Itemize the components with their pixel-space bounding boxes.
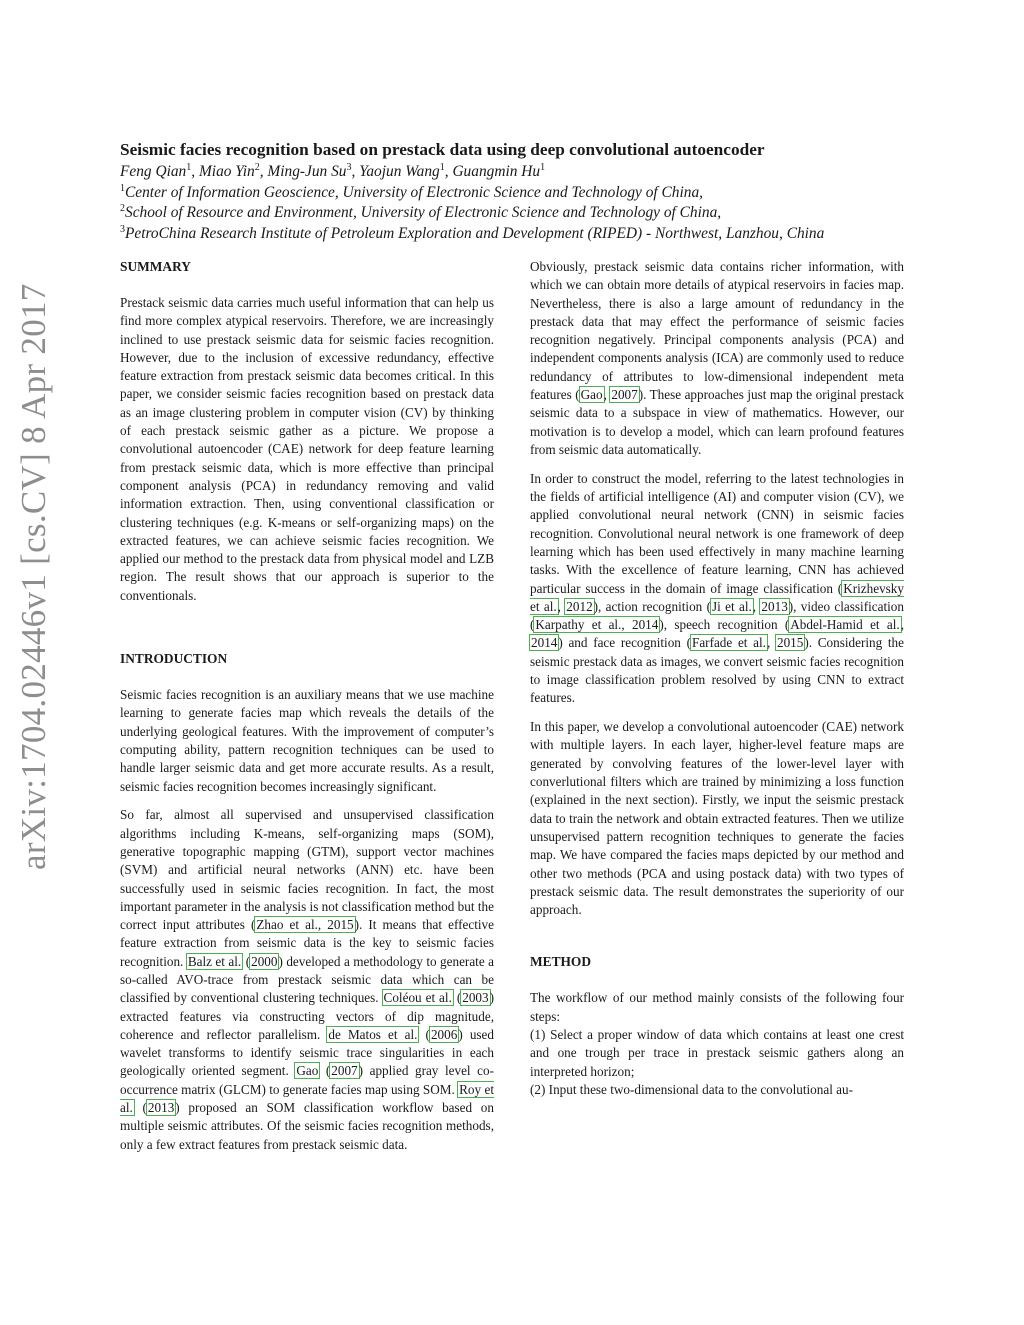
intro-paragraph-5: In this paper, we develop a convolutional autoencoder (CAE) network with multiple layers. In each layer, higher-level feature maps are generated by convolving features of the lower-level layer with converlutional filters which are trained by minimizing a loss function (explained in the next section). Firstly, we input the seismic prestack data to train the network and obtain extracted features. Then we utilize unsupervised pattern recognition techniques to generate the facies map. We have compared the facies maps depicted by our method and other two methods (PCA and using postack data) with two types of prestack seismic data. The result demonstrates the superiority of our approach. xyxy=(530,719,904,918)
citation-link[interactable]: Ji et al. xyxy=(712,598,752,614)
affiliation-1: $^1$Center of Information Geoscience, University of Electronic Science and Technology of China, xyxy=(120,182,704,201)
citation-link[interactable]: 2007 xyxy=(331,1063,358,1079)
arxiv-identifier: arXiv:1704.02446v1 [cs.CV] 8 Apr 2017 xyxy=(14,283,53,870)
author-list: Feng Qian$^1$, Miao Yin$^2$, Ming-Jun Su$^3$, Yaojun Wang$^1$, Guangmin Hu$^1$ xyxy=(120,162,546,180)
citation-link[interactable]: Krizhevsky et al. xyxy=(530,580,904,614)
right-column xyxy=(530,258,904,1099)
introduction-heading: INTRODUCTION xyxy=(120,651,228,667)
affiliation-3: $^3$PetroChina Research Institute of Petroleum Exploration and Development (RIPED) - Northwest, Lanzhou, China xyxy=(120,223,825,242)
citation-link[interactable]: Gao xyxy=(296,1063,319,1079)
author: Miao Yin xyxy=(198,163,255,180)
citation-link[interactable]: 2015 xyxy=(776,635,804,651)
intro-paragraph-4: In order to construct the model, referring to the latest technologies in the fields of artificial intelligence (AI) and computer vision (CV), we applied convolutional neural network (CNN) in seismic facies recognition. Convolutional neural network is one framework of deep learning which has been used effectively in many machine learning tasks. With the excellence of feature learning, CNN has achieved particular success in the domain of image classification (Krizhevsky et al., 2012), action recognition (Ji et al., 2013), video classification (Karpathy et al., 2014), speech recognition (Abdel-Hamid et al., 2014) and face recognition (Farfade et al., 2015). Considering the seismic prestack data as images, we convert seismic facies recognition to image classification problem resolved by using CNN to extract features. xyxy=(530,470,904,706)
citation-link[interactable]: 2013 xyxy=(761,598,788,614)
citation-link[interactable]: Roy et al. xyxy=(120,1081,494,1116)
author: Feng Qian xyxy=(120,163,187,180)
intro-paragraph-3: Obviously, prestack seismic data contains richer information, with which we can obtain more details of atypical reservoirs in facies map. Nevertheless, there is also a large amount of redundancy in the prestack data that may effect the performance of seismic facies recognition negatively. Principal components analysis (PCA) and independent components analysis (ICA) are commonly used to reduce redundancy of attributes to low-dimensional independent meta features (Gao, 2007). These approaches just map the original prestack seismic data to a subspace in view of mathematics. However, our motivation is to develop a model, which can learn profound features from seismic data automatically. xyxy=(530,259,905,457)
citation-link[interactable]: Abdel-Hamid et al. xyxy=(790,617,900,633)
paper-header xyxy=(120,138,910,244)
citation-link[interactable]: 2013 xyxy=(147,1100,175,1116)
citation-link[interactable]: 2006 xyxy=(430,1026,458,1042)
summary-heading: SUMMARY xyxy=(120,259,191,274)
citation-link[interactable]: Farfade et al. xyxy=(691,635,766,651)
method-heading: METHOD xyxy=(530,954,592,970)
citation-link[interactable]: Karpathy et al., 2014 xyxy=(535,617,659,633)
citation-link[interactable]: Zhao et al., 2015 xyxy=(256,917,354,933)
summary-text: Prestack seismic data carries much useful information that can help us find more complex atypical reservoirs. Therefore, we are increasingly inclined to use prestack seismic data for seismic facies recognition. However, due to the inclusion of excessive redundancy, effective feature extraction from prestack seismic data becomes critical. In this paper, we consider seismic facies recognition based on prestack data as an image clustering problem in computer vision (CV) by thinking of each prestack seismic gather as a picture. We propose a convolutional autoencoder (CAE) network for deep feature learning from prestack seismic data, which is more effective than principal component analysis (PCA) in redundancy removing and valid information extraction. Then, using conventional classification or clustering techniques (e.g. K-means or self-organizing maps) on the extracted features, we can achieve seismic facies recognition. We applied our method to the prestack data from physical model and LZB region. The result shows that our approach is superior to the conventionals. xyxy=(120,295,494,603)
paper-title: Seismic facies recognition based on prestack data using deep convolutional autoencoder xyxy=(120,140,765,159)
citation-link[interactable]: 2012 xyxy=(566,598,593,614)
citation-link[interactable]: 2000 xyxy=(251,953,278,969)
intro-paragraph-1: Seismic facies recognition is an auxiliary means that we use machine learning to generate facies map which reveals the details of the underlying geological features. With the improvement of computer’s computing ability, pattern recognition techniques can be used to handle larger seismic data and get more accurate results. As a result, seismic facies recognition becomes increasingly significant. xyxy=(120,687,494,794)
citation-link[interactable]: 2014 xyxy=(531,635,558,651)
method-step-1: (1) Select a proper window of data which contains at least one crest and one trough per trace in prestack seismic gathers along an interpreted horizon; xyxy=(530,1026,904,1079)
intro-paragraph-2: So far, almost all supervised and unsupervised classification algorithms including K-means, self-organizing maps (SOM), generative topographic mapping (GTM), support vector machines (SVM) and artificial neural networks (ANN) etc. have been successfully used in seismic facies recognition. In fact, the most important parameter in the analysis is not classification method but the correct input attributes (Zhao et al., 2015). It means that effective feature extraction from seismic data is the key to seismic facies recognition. Balz et al. (2000) developed a methodology to generate a so-called AVO-trace from prestack seismic data which can be classified by conventional clustering techniques. Coléou et al. (2003) extracted features via constructing vectors of dip magnitude, coherence and reflector parallelism. de Matos et al. (2006) used wavelet transforms to identify seismic trace singularities in each geologically oriented segment. Gao (2007) applied gray level co-occurrence matrix (GLCM) to generate facies map using SOM. Roy et al. (2013) proposed an SOM classification workflow based on multiple seismic attributes. Of the seismic facies recognition methods, only a few extract features from prestack seismic data. xyxy=(120,807,494,1152)
citation-link[interactable]: Balz et al. xyxy=(187,953,242,969)
author: Guangmin Hu xyxy=(452,163,541,180)
affiliation-2: $^2$School of Resource and Environment, University of Electronic Science and Technology of China, xyxy=(120,203,722,221)
left-column xyxy=(120,258,494,1154)
author: Yaojun Wang xyxy=(359,163,440,180)
citation-link[interactable]: 2007 xyxy=(611,387,638,403)
citation-link[interactable]: Gao xyxy=(580,387,603,403)
author: Ming-Jun Su xyxy=(267,163,347,180)
citation-link[interactable]: de Matos et al. xyxy=(328,1026,418,1042)
method-intro: The workflow of our method mainly consists of the following four steps: xyxy=(530,990,904,1024)
citation-link[interactable]: 2003 xyxy=(462,990,489,1006)
citation-link[interactable]: Coléou et al. xyxy=(383,990,452,1006)
method-step-2: (2) Input these two-dimensional data to the convolutional au- xyxy=(530,1081,854,1097)
